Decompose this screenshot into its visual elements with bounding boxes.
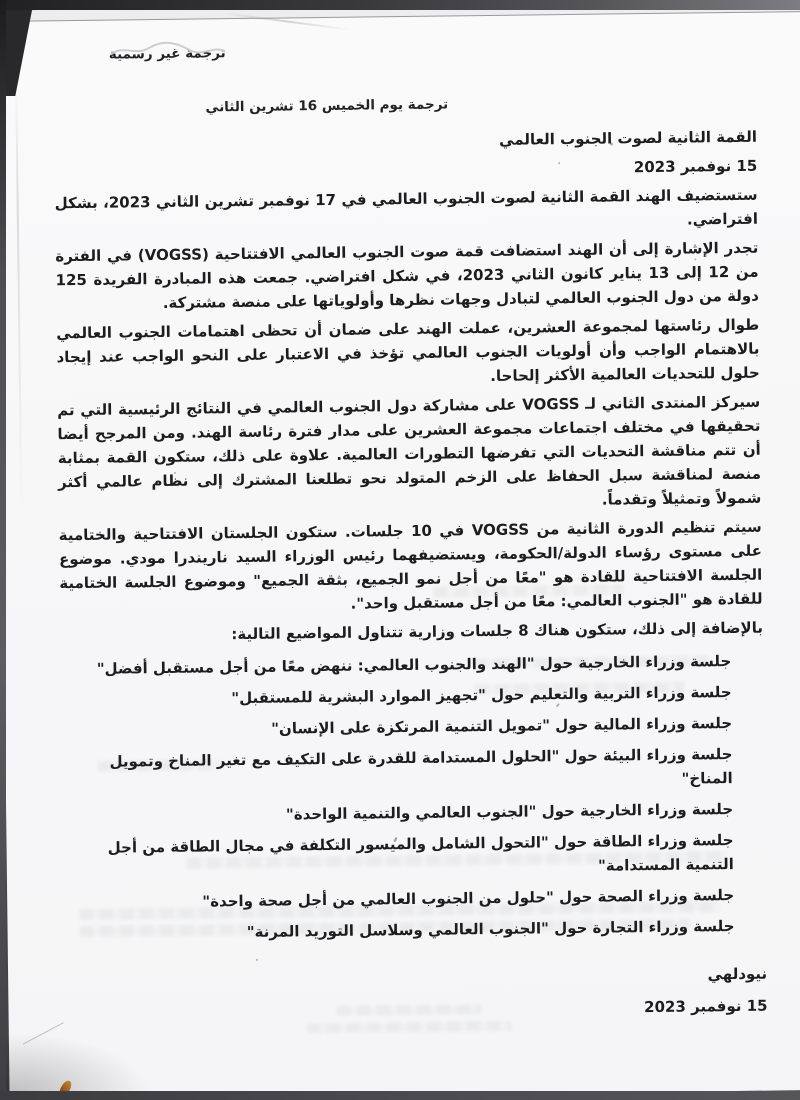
session-item: جلسة وزراء البيئة حول "الحلول المستدامة للقدرة على التكيف مع تغير المناخ وتمويل المناخ": [109, 745, 733, 788]
signoff-city: نيودلهي: [707, 964, 768, 984]
paragraph: سيركز المنتدى الثاني لـ VOGSS على مشاركة دول الجنوب العالمي في النتائج الرئيسية التي تم تحقيقها في مختلف اجتماعات مجموعة العشرين على مدار فترة رئاسة الهند. ومن المرجح أيضا أن تتم مناقشة التحديات التي تفرضها التطورات العالمية. علاوة على ذلك، ستكون القمة بمثابة منصة لمناقشة سبل الحفاظ على الزخم المتولد نحو تطلعنا المشترك إلى نظام عالمي أكثر شمولاً وتمثيلاً وتقدماً.: [57, 392, 762, 509]
pen-crease-mark: [109, 37, 229, 62]
scanner-edge-left: [0, 0, 6, 1100]
page-curl-shadow: [0, 1024, 170, 1094]
sessions-intro: بالإضافة إلى ذلك، ستكون هناك 8 جلسات وزارية تتناول المواضيع التالية:: [231, 618, 764, 644]
signoff-block: [64, 962, 768, 1027]
paper-sheet: [0, 11, 800, 1100]
session-item: جلسة وزراء الصحة حول "حلول من الجنوب العالمي من أجل صحة واحدة": [202, 886, 735, 911]
vertical-crease: [15, 82, 22, 512]
session-item: جلسة وزراء الخارجية حول "الجنوب العالمي والتنمية الواحدة": [285, 800, 734, 824]
document-date: 15 نوفمبر 2023: [633, 156, 758, 177]
translation-date-stamp: ترجمة يوم الخميس 16 تشرين الثاني: [205, 96, 449, 116]
session-item: جلسة وزراء التربية والتعليم حول "تجهيز الموارد البشرية للمستقبل": [231, 683, 732, 708]
scanner-edge-bottom: [0, 1091, 800, 1100]
paragraph: طوال رئاستها لمجموعة العشرين، عملت الهند على ضمان أن تحظى اهتمامات الجنوب العالمي بالاهتمام الواجب وأن أولويات الجنوب العالمي تؤخذ في الاعتبار على النحو الواجب عند إيجاد حلول للتحديات العالمية الأكثر إلحاحا.: [56, 315, 760, 385]
signoff-date: 15 نوفمبر 2023: [643, 996, 768, 1017]
unofficial-translation-stamp: ترجمة غير رسمية: [108, 45, 226, 63]
scanner-edge-top: [0, 0, 800, 10]
session-item: جلسة وزراء التجارة حول "الجنوب العالمي وسلاسل التوريد المرنة": [246, 917, 735, 941]
paragraph: ستستضيف الهند القمة الثانية لصوت الجنوب العالمي في 17 نوفمبر تشرين الثاني 2023، بشكل افتراضي.: [54, 185, 759, 229]
session-item: جلسة وزراء المالية حول "تمويل التنمية المرتكزة على الإنسان": [271, 714, 733, 738]
paragraph: سيتم تنظيم الدورة الثانية من VOGSS في 10 جلسات. ستكون الجلستان الافتتاحية والختامية على مستوى رؤساء الدولة/الحكومة، ويستضيفهما رئيس الوزراء السيد ناريندرا مودي. موضوع الجلسة الافتتاحية للقادة هو "معًا من أجل نمو الجميع، بثقة الجميع" وموضوع الجلسة الختامية للقادة هو "الجنوب العالمي: معًا من أجل مستقبل واحد".: [58, 517, 763, 613]
paragraph: تجدر الإشارة إلى أن الهند استضافت قمة صوت الجنوب العالمي الافتتاحية (VOGSS) في الفترة من 12 إلى 13 يناير كانون الثاني 2023، في شكل افتراضي. جمعت هذه المبادرة الفريدة 125 دولة من دول الجنوب العالمي لتبادل وجهات نظرها وأولوياتها على منصة مشتركة.: [55, 238, 759, 312]
document-title: القمة الثانية لصوت الجنوب العالمي: [499, 127, 758, 149]
session-item: جلسة وزراء الخارجية حول "الهند والجنوب العالمي: ننهض معًا من أجل مستقبل أفضل": [96, 652, 732, 678]
session-item: جلسة وزراء الطاقة حول "التحول الشامل والميسور التكلفة في مجال الطاقة من أجل التنمية المستدامة": [107, 831, 734, 875]
document-body: [54, 125, 768, 1035]
